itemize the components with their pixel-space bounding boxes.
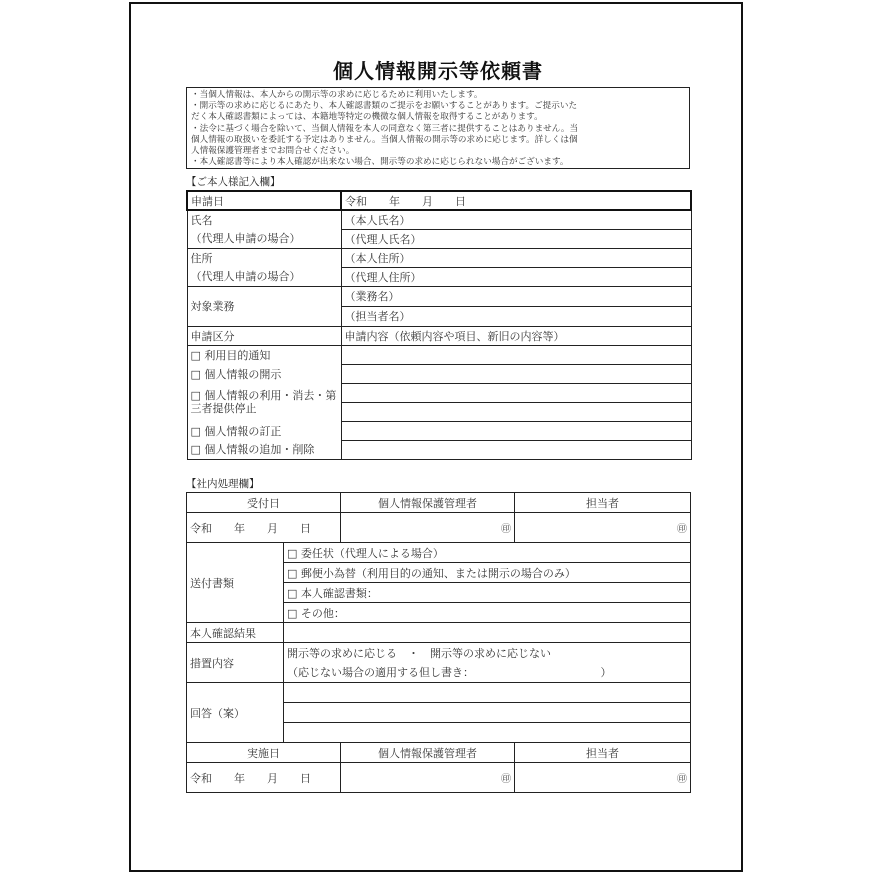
internal-form-table [186, 492, 691, 793]
staff-header: 担当者 [515, 493, 691, 513]
notice-line: ・開示等の求めに応じるにあたり、本人確認書類のご提示をお願いすることがあります。ご提示いた [191, 101, 578, 112]
name-agent-label: （代理人申請の場合） [187, 229, 341, 248]
category-label: 申請区分 [187, 326, 341, 345]
seal-icon: ㊞ [501, 774, 511, 785]
category-checkbox-disclosure[interactable]: □ 個人情報の開示 [187, 364, 341, 383]
applicant-form-table [186, 190, 692, 460]
executed-date-field[interactable]: 令和 年 月 日 [187, 763, 341, 793]
manager-seal-cell[interactable] [341, 513, 515, 543]
person-field[interactable]: （担当者名） [341, 306, 691, 326]
notice-line: 個人情報の取扱いを委託する予定はありません。当個人情報の開示等の求めに応じます。詳しくは個 [191, 134, 578, 145]
content-field[interactable] [341, 364, 691, 383]
answer-label: 回答（案） [187, 683, 284, 743]
notice-line: ・法令に基づく場合を除いて、当個人情報を本人の同意なく第三者に提供することはありません。当 [191, 123, 579, 134]
document-title: 個人情報開示等依頼書 [333, 59, 543, 83]
documents-label: 送付書類 [187, 543, 284, 623]
application-date-label: 申請日 [187, 191, 341, 210]
content-field[interactable] [341, 402, 691, 421]
seal-icon: ㊞ [501, 524, 511, 535]
agent-address-field[interactable]: （代理人住所） [341, 267, 691, 286]
internal-section-heading: 【社内処理欄】 [186, 478, 260, 490]
table-row [187, 191, 691, 210]
table-row [187, 267, 691, 286]
measure-label: 措置内容 [187, 643, 284, 683]
answer-field[interactable] [284, 723, 691, 743]
address-label: 住所 [187, 248, 341, 267]
staff-seal-cell[interactable] [515, 763, 691, 793]
document-checkbox-other[interactable]: □ その他： [284, 603, 691, 623]
answer-field[interactable] [284, 683, 691, 703]
table-row [187, 743, 691, 763]
verify-label: 本人確認結果 [187, 623, 284, 643]
table-row [187, 286, 691, 306]
seal-icon: ㊞ [677, 774, 687, 785]
notice-line: だく本人確認書類によっては、本籍地等特定の機微な個人情報を取得することがあります。 [191, 112, 543, 123]
table-row [187, 493, 691, 513]
address-field[interactable]: （本人住所） [341, 248, 691, 267]
table-row [187, 623, 691, 643]
document-checkbox-power-of-attorney[interactable]: □ 委任状（代理人による場合） [284, 543, 691, 563]
content-field[interactable] [341, 345, 691, 364]
address-agent-label: （代理人申請の場合） [187, 267, 341, 286]
table-row [187, 248, 691, 267]
table-row [187, 364, 691, 383]
business-field[interactable]: （業務名） [341, 286, 691, 306]
manager-header: 個人情報保護管理者 [341, 743, 515, 763]
table-row [187, 345, 691, 364]
seal-icon: ㊞ [677, 524, 687, 535]
table-row [187, 440, 691, 459]
table-row [187, 543, 691, 563]
staff-seal-cell[interactable] [515, 513, 691, 543]
applicant-section-heading: 【ご本人様記入欄】 [186, 176, 281, 188]
notice-line: ・本人確認書等により本人確認が出来ない場合、開示等の求めに応じられない場合がございます。 [191, 157, 569, 168]
name-field[interactable]: （本人氏名） [341, 210, 691, 229]
category-checkbox-correction[interactable]: □ 個人情報の訂正 [187, 421, 341, 440]
agent-name-field[interactable]: （代理人氏名） [341, 229, 691, 248]
table-row [187, 210, 691, 229]
table-row [187, 326, 691, 345]
table-row [187, 229, 691, 248]
received-date-header: 受付日 [187, 493, 341, 513]
business-label: 対象業務 [187, 286, 341, 326]
application-date-field[interactable]: 令和 年 月 日 [341, 191, 691, 210]
category-checkbox-stop-use[interactable]: □ 個人情報の利用・消去・第三者提供停止 [187, 383, 341, 421]
content-field[interactable] [341, 421, 691, 440]
received-date-field[interactable]: 令和 年 月 日 [187, 513, 341, 543]
table-row [187, 421, 691, 440]
table-row [187, 513, 691, 543]
staff-header: 担当者 [515, 743, 691, 763]
name-label: 氏名 [187, 210, 341, 229]
document-checkbox-id[interactable]: □ 本人確認書類： [284, 583, 691, 603]
privacy-notice [186, 87, 690, 169]
executed-date-header: 実施日 [187, 743, 341, 763]
notice-line: 人情報保護管理者までお問合せください。 [191, 146, 355, 157]
answer-field[interactable] [284, 703, 691, 723]
category-checkbox-purpose[interactable]: □ 利用目的通知 [187, 345, 341, 364]
table-row [187, 763, 691, 793]
category-checkbox-add-delete[interactable]: □ 個人情報の追加・削除 [187, 440, 341, 459]
measure-proviso[interactable]: （応じない場合の適用する但し書き： ） [284, 663, 691, 683]
measure-options[interactable]: 開示等の求めに応じる ・ 開示等の求めに応じない [284, 643, 691, 663]
table-row [187, 683, 691, 703]
content-field[interactable] [341, 440, 691, 459]
content-label: 申請内容（依頼内容や項目、新旧の内容等） [341, 326, 691, 345]
verify-field[interactable] [284, 623, 691, 643]
table-row [187, 383, 691, 402]
table-row [187, 643, 691, 663]
document-checkbox-postal-order[interactable]: □ 郵便小為替（利用目的の通知、または開示の場合のみ） [284, 563, 691, 583]
content-field[interactable] [341, 383, 691, 402]
manager-header: 個人情報保護管理者 [341, 493, 515, 513]
manager-seal-cell[interactable] [341, 763, 515, 793]
notice-line: ・当個人情報は、本人からの開示等の求めに応じるために利用いたします。 [191, 90, 483, 100]
